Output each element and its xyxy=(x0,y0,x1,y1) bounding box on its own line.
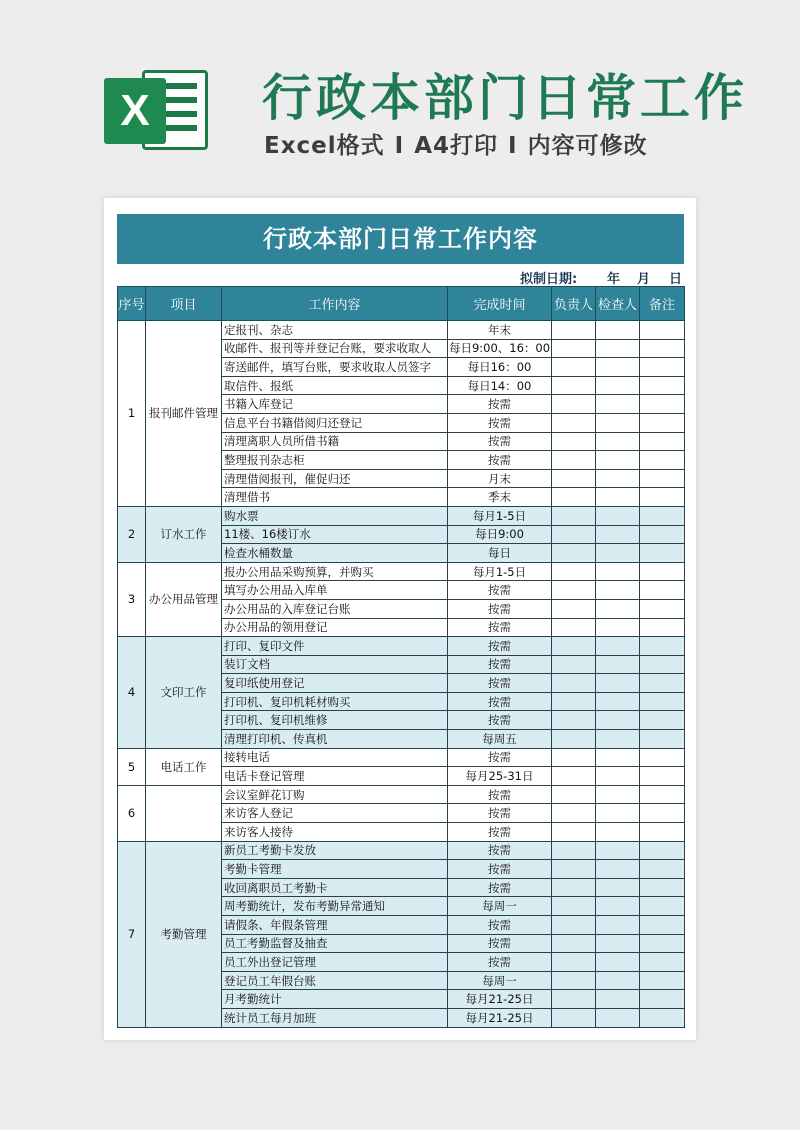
date-label: 拟制日期: xyxy=(520,272,578,287)
cell-task: 装订文档 xyxy=(222,655,448,674)
cell-deadline: 按需 xyxy=(448,934,552,953)
cell-checker[interactable] xyxy=(596,971,640,990)
cell-checker[interactable] xyxy=(596,413,640,432)
table-row xyxy=(118,562,685,581)
cell-deadline: 按需 xyxy=(448,432,552,451)
subtitle-separator: I xyxy=(508,133,518,159)
cell-index: 2 xyxy=(118,506,146,562)
cell-task: 购水票 xyxy=(222,506,448,525)
cell-task: 接转电话 xyxy=(222,748,448,767)
cell-task: 信息平台书籍借阅归还登记 xyxy=(222,413,448,432)
cell-task: 打印机、复印机维修 xyxy=(222,711,448,730)
cell-index: 3 xyxy=(118,562,146,636)
cell-deadline: 按需 xyxy=(448,785,552,804)
cell-deadline: 每月25-31日 xyxy=(448,767,552,786)
cell-remarks[interactable] xyxy=(640,897,685,916)
cell-remarks[interactable] xyxy=(640,878,685,897)
cell-task: 来访客人接待 xyxy=(222,823,448,842)
cell-checker[interactable] xyxy=(596,767,640,786)
header-project: 项目 xyxy=(146,287,222,321)
cell-owner[interactable] xyxy=(552,785,596,804)
cell-task: 周考勤统计，发布考勤异常通知 xyxy=(222,897,448,916)
cell-task: 打印机、复印机耗材购买 xyxy=(222,692,448,711)
cell-remarks[interactable] xyxy=(640,804,685,823)
cell-task: 清理借阅报刊，催促归还 xyxy=(222,469,448,488)
cell-remarks[interactable] xyxy=(640,506,685,525)
cell-task: 办公用品的入库登记台账 xyxy=(222,599,448,618)
cell-remarks[interactable] xyxy=(640,692,685,711)
cell-remarks[interactable] xyxy=(640,618,685,637)
cell-owner[interactable] xyxy=(552,599,596,618)
cell-owner[interactable] xyxy=(552,897,596,916)
cell-deadline: 每周一 xyxy=(448,897,552,916)
cell-remarks[interactable] xyxy=(640,1008,685,1027)
cell-remarks[interactable] xyxy=(640,488,685,507)
date-day: 日 xyxy=(669,272,683,287)
cell-remarks[interactable] xyxy=(640,637,685,656)
cell-remarks[interactable] xyxy=(640,358,685,377)
cell-index: 7 xyxy=(118,841,146,1027)
cell-task: 收邮件、报刊等并登记台账，要求收取人 xyxy=(222,339,448,358)
cell-remarks[interactable] xyxy=(640,711,685,730)
cell-remarks[interactable] xyxy=(640,581,685,600)
cell-owner[interactable] xyxy=(552,990,596,1009)
cell-checker[interactable] xyxy=(596,432,640,451)
cell-remarks[interactable] xyxy=(640,469,685,488)
cell-owner[interactable] xyxy=(552,321,596,340)
cell-task: 考勤卡管理 xyxy=(222,860,448,879)
cell-owner[interactable] xyxy=(552,413,596,432)
cell-checker[interactable] xyxy=(596,544,640,563)
cell-owner[interactable] xyxy=(552,767,596,786)
cell-remarks[interactable] xyxy=(640,562,685,581)
cell-deadline: 按需 xyxy=(448,804,552,823)
cell-owner[interactable] xyxy=(552,395,596,414)
header-index: 序号 xyxy=(118,287,146,321)
cell-owner[interactable] xyxy=(552,339,596,358)
cell-checker[interactable] xyxy=(596,469,640,488)
cell-index: 6 xyxy=(118,785,146,841)
cell-owner[interactable] xyxy=(552,469,596,488)
header-deadline: 完成时间 xyxy=(448,287,552,321)
cell-task: 寄送邮件，填写台账，要求收取人员签字 xyxy=(222,358,448,377)
cell-checker[interactable] xyxy=(596,730,640,749)
cell-checker[interactable] xyxy=(596,618,640,637)
cell-checker[interactable] xyxy=(596,655,640,674)
cell-remarks[interactable] xyxy=(640,451,685,470)
cell-task: 书籍入库登记 xyxy=(222,395,448,414)
cell-remarks[interactable] xyxy=(640,748,685,767)
cell-checker[interactable] xyxy=(596,692,640,711)
cell-project: 考勤管理 xyxy=(146,841,222,1027)
cell-owner[interactable] xyxy=(552,841,596,860)
cell-task: 会议室鲜花订购 xyxy=(222,785,448,804)
cell-task: 定报刊、杂志 xyxy=(222,321,448,340)
cell-project xyxy=(146,785,222,841)
cell-checker[interactable] xyxy=(596,451,640,470)
cell-checker[interactable] xyxy=(596,748,640,767)
cell-task: 登记员工年假台账 xyxy=(222,971,448,990)
cell-remarks[interactable] xyxy=(640,432,685,451)
cell-owner[interactable] xyxy=(552,748,596,767)
cell-deadline: 每周五 xyxy=(448,730,552,749)
cell-task: 收回离职员工考勤卡 xyxy=(222,878,448,897)
cell-owner[interactable] xyxy=(552,823,596,842)
cell-checker[interactable] xyxy=(596,785,640,804)
cell-checker[interactable] xyxy=(596,1008,640,1027)
cell-index: 5 xyxy=(118,748,146,785)
cell-index: 4 xyxy=(118,637,146,749)
cell-task: 新员工考勤卡发放 xyxy=(222,841,448,860)
cell-project: 订水工作 xyxy=(146,506,222,562)
table-row xyxy=(118,785,685,804)
cell-remarks[interactable] xyxy=(640,599,685,618)
cell-remarks[interactable] xyxy=(640,525,685,544)
cell-remarks[interactable] xyxy=(640,916,685,935)
subtitle-editable: 内容可修改 xyxy=(527,133,648,159)
cell-remarks[interactable] xyxy=(640,339,685,358)
cell-checker[interactable] xyxy=(596,990,640,1009)
cell-task: 员工考勤监督及抽查 xyxy=(222,934,448,953)
cell-deadline: 每月1-5日 xyxy=(448,506,552,525)
cell-owner[interactable] xyxy=(552,637,596,656)
cell-project: 电话工作 xyxy=(146,748,222,785)
cell-remarks[interactable] xyxy=(640,990,685,1009)
cell-remarks[interactable] xyxy=(640,730,685,749)
cell-task: 填写办公用品入库单 xyxy=(222,581,448,600)
cell-remarks[interactable] xyxy=(640,544,685,563)
cell-checker[interactable] xyxy=(596,488,640,507)
cell-deadline: 按需 xyxy=(448,581,552,600)
cell-owner[interactable] xyxy=(552,618,596,637)
cell-deadline: 按需 xyxy=(448,823,552,842)
cell-remarks[interactable] xyxy=(640,655,685,674)
header-checker: 检查人 xyxy=(596,287,640,321)
cell-owner[interactable] xyxy=(552,711,596,730)
cell-project: 办公用品管理 xyxy=(146,562,222,636)
table-header-row xyxy=(118,287,685,321)
cell-project: 文印工作 xyxy=(146,637,222,749)
cell-deadline: 年末 xyxy=(448,321,552,340)
cell-task: 11楼、16楼订水 xyxy=(222,525,448,544)
cell-checker[interactable] xyxy=(596,674,640,693)
date-month: 月 xyxy=(637,272,651,287)
cell-remarks[interactable] xyxy=(640,860,685,879)
cell-deadline: 按需 xyxy=(448,655,552,674)
excel-logo-icon xyxy=(104,58,212,158)
cell-owner[interactable] xyxy=(552,432,596,451)
cell-checker[interactable] xyxy=(596,525,640,544)
cell-remarks[interactable] xyxy=(640,767,685,786)
cell-task: 办公用品的领用登记 xyxy=(222,618,448,637)
cell-task: 清理离职人员所借书籍 xyxy=(222,432,448,451)
cell-deadline: 每日16：00 xyxy=(448,358,552,377)
cell-remarks[interactable] xyxy=(640,823,685,842)
cell-task: 取信件、报纸 xyxy=(222,376,448,395)
subtitle-separator: I xyxy=(394,133,405,159)
cell-checker[interactable] xyxy=(596,878,640,897)
excel-x-badge: X xyxy=(104,78,166,144)
cell-deadline: 每月1-5日 xyxy=(448,562,552,581)
cell-checker[interactable] xyxy=(596,841,640,860)
cell-task: 整理报刊杂志柜 xyxy=(222,451,448,470)
banner-subtitle xyxy=(264,127,648,160)
cell-task: 月考勤统计 xyxy=(222,990,448,1009)
cell-checker[interactable] xyxy=(596,506,640,525)
cell-remarks[interactable] xyxy=(640,971,685,990)
cell-owner[interactable] xyxy=(552,860,596,879)
cell-deadline: 每日14：00 xyxy=(448,376,552,395)
cell-task: 复印纸使用登记 xyxy=(222,674,448,693)
cell-owner[interactable] xyxy=(552,451,596,470)
cell-owner[interactable] xyxy=(552,692,596,711)
table-row xyxy=(118,321,685,340)
cell-project: 报刊邮件管理 xyxy=(146,321,222,507)
cell-owner[interactable] xyxy=(552,916,596,935)
cell-task: 打印、复印文件 xyxy=(222,637,448,656)
cell-deadline: 按需 xyxy=(448,618,552,637)
cell-remarks[interactable] xyxy=(640,413,685,432)
cell-deadline: 按需 xyxy=(448,692,552,711)
cell-task: 员工外出登记管理 xyxy=(222,953,448,972)
cell-deadline: 按需 xyxy=(448,674,552,693)
cell-checker[interactable] xyxy=(596,860,640,879)
cell-deadline: 每日9:00、16：00 xyxy=(448,339,552,358)
cell-remarks[interactable] xyxy=(640,953,685,972)
cell-task: 清理借书 xyxy=(222,488,448,507)
cell-remarks[interactable] xyxy=(640,785,685,804)
cell-remarks[interactable] xyxy=(640,934,685,953)
cell-task: 统计员工每月加班 xyxy=(222,1008,448,1027)
cell-owner[interactable] xyxy=(552,953,596,972)
cell-deadline: 每周一 xyxy=(448,971,552,990)
cell-owner[interactable] xyxy=(552,525,596,544)
cell-remarks[interactable] xyxy=(640,321,685,340)
cell-owner[interactable] xyxy=(552,581,596,600)
cell-remarks[interactable] xyxy=(640,841,685,860)
cell-checker[interactable] xyxy=(596,934,640,953)
table-row xyxy=(118,841,685,860)
date-row xyxy=(117,266,684,286)
cell-deadline: 每日9:00 xyxy=(448,525,552,544)
cell-deadline: 每月21-25日 xyxy=(448,1008,552,1027)
cell-checker[interactable] xyxy=(596,897,640,916)
cell-task: 报办公用品采购预算，并购买 xyxy=(222,562,448,581)
cell-checker[interactable] xyxy=(596,916,640,935)
cell-checker[interactable] xyxy=(596,376,640,395)
cell-owner[interactable] xyxy=(552,934,596,953)
cell-checker[interactable] xyxy=(596,562,640,581)
cell-task: 来访客人登记 xyxy=(222,804,448,823)
cell-index: 1 xyxy=(118,321,146,507)
cell-owner[interactable] xyxy=(552,674,596,693)
cell-owner[interactable] xyxy=(552,358,596,377)
cell-deadline: 每月21-25日 xyxy=(448,990,552,1009)
cell-owner[interactable] xyxy=(552,804,596,823)
cell-owner[interactable] xyxy=(552,730,596,749)
cell-deadline: 月末 xyxy=(448,469,552,488)
cell-deadline: 按需 xyxy=(448,953,552,972)
cell-deadline: 按需 xyxy=(448,711,552,730)
subtitle-print: A4打印 xyxy=(414,133,499,159)
cell-deadline: 季末 xyxy=(448,488,552,507)
cell-remarks[interactable] xyxy=(640,376,685,395)
cell-owner[interactable] xyxy=(552,878,596,897)
cell-checker[interactable] xyxy=(596,823,640,842)
work-table xyxy=(117,286,685,1028)
table-row xyxy=(118,748,685,767)
cell-checker[interactable] xyxy=(596,321,640,340)
cell-owner[interactable] xyxy=(552,1008,596,1027)
document-title: 行政本部门日常工作内容 xyxy=(117,214,684,264)
cell-owner[interactable] xyxy=(552,971,596,990)
cell-checker[interactable] xyxy=(596,953,640,972)
cell-remarks[interactable] xyxy=(640,395,685,414)
cell-checker[interactable] xyxy=(596,599,640,618)
cell-owner[interactable] xyxy=(552,488,596,507)
cell-owner[interactable] xyxy=(552,655,596,674)
header-owner: 负责人 xyxy=(552,287,596,321)
cell-owner[interactable] xyxy=(552,544,596,563)
cell-checker[interactable] xyxy=(596,581,640,600)
cell-owner[interactable] xyxy=(552,506,596,525)
cell-deadline: 按需 xyxy=(448,878,552,897)
cell-checker[interactable] xyxy=(596,637,640,656)
cell-task: 检查水桶数量 xyxy=(222,544,448,563)
header-content: 工作内容 xyxy=(222,287,448,321)
cell-checker[interactable] xyxy=(596,711,640,730)
cell-deadline: 按需 xyxy=(448,395,552,414)
cell-deadline: 按需 xyxy=(448,413,552,432)
cell-deadline: 按需 xyxy=(448,841,552,860)
table-row xyxy=(118,637,685,656)
cell-task: 电话卡登记管理 xyxy=(222,767,448,786)
subtitle-format: Excel格式 xyxy=(264,133,385,159)
cell-deadline: 按需 xyxy=(448,599,552,618)
cell-remarks[interactable] xyxy=(640,674,685,693)
cell-owner[interactable] xyxy=(552,562,596,581)
cell-deadline: 按需 xyxy=(448,860,552,879)
cell-task: 请假条、年假条管理 xyxy=(222,916,448,935)
cell-deadline: 按需 xyxy=(448,637,552,656)
cell-checker[interactable] xyxy=(596,804,640,823)
cell-deadline: 按需 xyxy=(448,916,552,935)
cell-deadline: 每日 xyxy=(448,544,552,563)
header-remarks: 备注 xyxy=(640,287,685,321)
banner-title: 行政本部门日常工作 xyxy=(262,69,748,127)
date-year: 年 xyxy=(607,272,621,287)
cell-deadline: 按需 xyxy=(448,748,552,767)
cell-checker[interactable] xyxy=(596,358,640,377)
cell-deadline: 按需 xyxy=(448,451,552,470)
cell-checker[interactable] xyxy=(596,339,640,358)
cell-checker[interactable] xyxy=(596,395,640,414)
cell-task: 清理打印机、传真机 xyxy=(222,730,448,749)
cell-owner[interactable] xyxy=(552,376,596,395)
table-row xyxy=(118,506,685,525)
